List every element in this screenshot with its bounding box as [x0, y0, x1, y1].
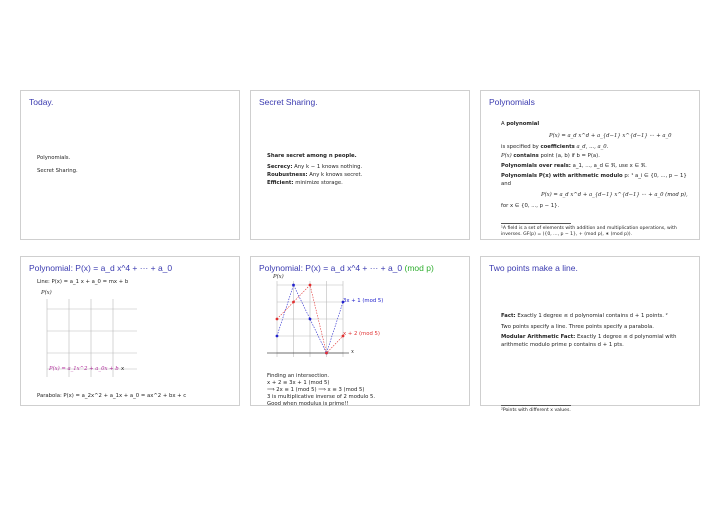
- data-point: [309, 284, 312, 287]
- legend-entry-blue: 3x + 1 (mod 5): [343, 298, 384, 304]
- footnote-rule: [501, 223, 571, 224]
- text-line: x + 2 ≡ 3x + 1 (mod 5): [267, 380, 330, 386]
- line-label: Secrecy:: [267, 164, 293, 170]
- mod-fact-line-2: arithmetic modulo prime p contains d + 1 pts.: [501, 342, 624, 348]
- slide-secret-sharing: [250, 90, 470, 240]
- axis-label: P(x): [273, 274, 284, 280]
- intro-line: [501, 121, 539, 128]
- slide-polynomials: [480, 90, 700, 240]
- mod-bold: Polynomials P(x) with arithmetic modulo: [501, 173, 623, 179]
- slide-heading: Share secret among n people.: [267, 153, 357, 159]
- contains-bold: contains: [513, 153, 539, 159]
- reals-line: [501, 163, 647, 170]
- secrecy-line: [267, 164, 362, 171]
- and-word: and: [501, 181, 511, 187]
- line-label: Efficient:: [267, 180, 294, 186]
- line-text: minimize storage.: [295, 180, 343, 186]
- slide-title: Today.: [29, 97, 54, 107]
- slide-title: Polynomial: P(x) = a_d x^4 + ··· + a_0: [29, 263, 173, 273]
- line-label: Roubustness:: [267, 172, 308, 178]
- mod-line: [501, 173, 687, 180]
- slide-title: [259, 263, 434, 273]
- data-point: [276, 335, 279, 338]
- spec-bold: coefficients: [540, 144, 575, 150]
- text-line: 3 is multiplicative inverse of 2 modulo 5.: [267, 394, 376, 400]
- data-point: [292, 301, 295, 304]
- footnote-rule: [501, 405, 571, 406]
- slide-title: Two points make a line.: [489, 263, 578, 273]
- contains-suffix: point (a, b) if b = P(a).: [540, 153, 600, 159]
- data-point: [292, 284, 295, 287]
- slide-two-points: [480, 256, 700, 413]
- mod-plot: [267, 281, 471, 361]
- line-text: Any k − 1 knows nothing.: [294, 164, 363, 170]
- fact-text: Exactly 1 degree ≤ d polynomial contains d + 1 points. ²: [517, 313, 668, 319]
- list-item: Polynomials.: [37, 155, 71, 161]
- contains-prefix: P(x): [501, 153, 512, 159]
- text-line: ⟹ 2x ≡ 1 (mod 5) ⟹ x ≡ 3 (mod 5): [267, 387, 365, 393]
- line-definition: Line: P(x) = a_1 x + a_0 = mx + b: [37, 279, 129, 285]
- spec-line: [501, 144, 608, 151]
- slide-today: [20, 90, 240, 240]
- contains-line: [501, 153, 600, 160]
- overlap-label: P(x) = a_1x^2 + a_0x + b: [49, 366, 119, 372]
- mod-fact-line: [501, 334, 677, 341]
- slide-title: Polynomials: [489, 97, 535, 107]
- domain-line: for x ∈ {0, ..., p − 1}.: [501, 203, 560, 209]
- fact-bold: Fact:: [501, 313, 516, 319]
- reals-suffix: a_1, ..., a_d ∈ ℜ, use x ∈ ℜ.: [572, 163, 647, 169]
- intro-prefix: A: [501, 121, 505, 127]
- spec-suffix: a_d, ..., a_0.: [576, 144, 609, 150]
- data-point: [325, 352, 328, 355]
- text-line: Good when modulus is prime!!: [267, 401, 349, 407]
- intro-bold: polynomial: [506, 121, 540, 127]
- axis-label: P(x): [41, 290, 52, 296]
- title-mod: (mod p): [404, 263, 434, 273]
- slide-polynomial-plot: [20, 256, 240, 406]
- parabola-definition: Parabola: P(x) = a_2x^2 + a_1x + a_0 = ax^2 + bx + c: [37, 393, 187, 399]
- x-axis-label: x: [351, 349, 354, 355]
- mod-fact-text: Exactly 1 degree ≤ d polynomial with: [576, 334, 677, 340]
- equation-2: P(x) = a_d x^d + a_{d−1} x^{d−1} ··· + a_0 (mod p),: [541, 192, 688, 198]
- data-point: [276, 318, 279, 321]
- two-points-line: Two points specify a line. Three points specify a parabola.: [501, 324, 654, 330]
- mod-fact-bold: Modular Arithmetic Fact:: [501, 334, 576, 340]
- equation-1: P(x) = a_d x^d + a_{d−1} x^{d−1} ··· + a_0: [549, 133, 672, 139]
- title-main: Polynomial: P(x) = a_d x^4 + ··· + a_0: [259, 263, 403, 273]
- list-item: Secret Sharing.: [37, 168, 78, 174]
- spec-prefix: is specified by: [501, 144, 539, 150]
- footnote: ¹A field is a set of elements with addition and multiplication operations, with inverses. GF(p) = ({0, ..., p − 1}, + (mod p), ∗ (mod p)).: [501, 226, 677, 237]
- robustness-line: [267, 172, 362, 179]
- efficiency-line: [267, 180, 343, 187]
- slide-polynomial-mod: [250, 256, 470, 406]
- mod-suffix: p: ¹ a_i ∈ {0, ..., p − 1}: [624, 173, 687, 179]
- fact-line: [501, 313, 668, 320]
- reals-bold: Polynomials over reals:: [501, 163, 571, 169]
- slide-title: Secret Sharing.: [259, 97, 318, 107]
- x-axis-label: x: [121, 366, 125, 372]
- footnote: ²Points with different x values.: [501, 408, 571, 413]
- legend-entry-red: x + 2 (mod 5): [343, 331, 380, 337]
- line-text: Any k knows secret.: [309, 172, 363, 178]
- text-line: Finding an intersection.: [267, 373, 330, 379]
- data-point: [309, 318, 312, 321]
